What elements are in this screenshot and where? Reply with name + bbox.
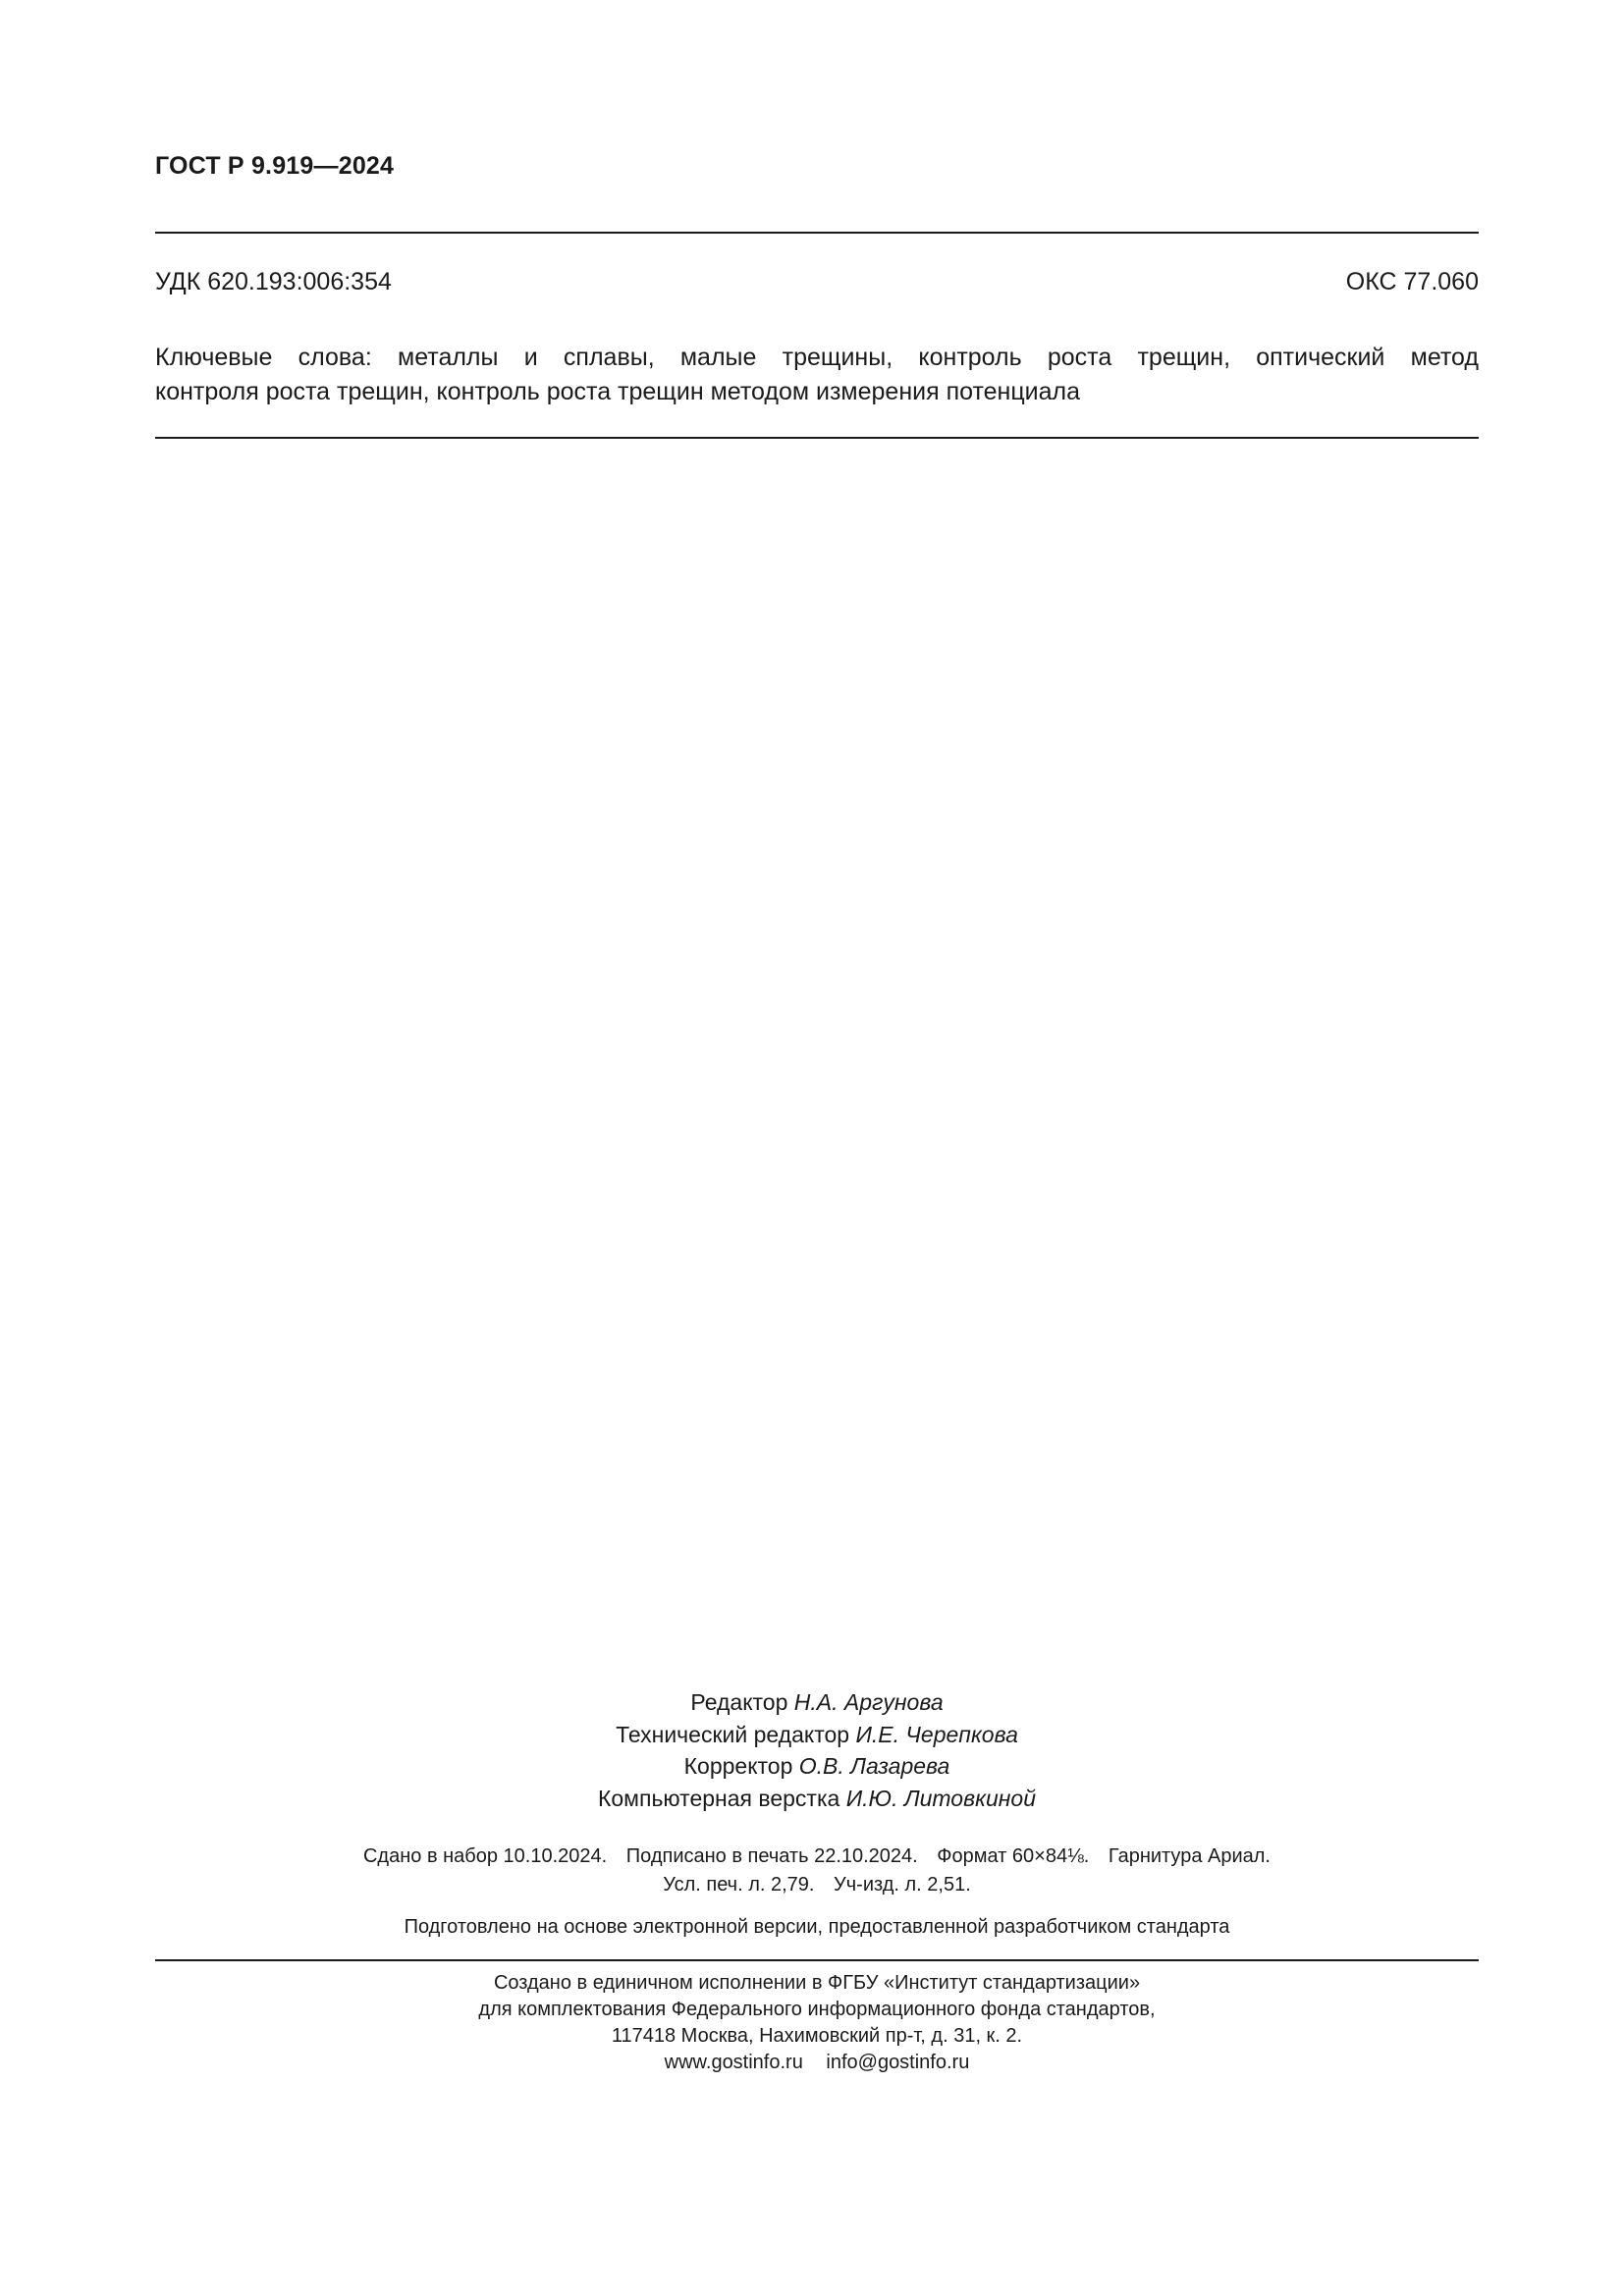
footer-contacts bbox=[155, 2050, 1479, 2076]
tech-editor-label: Технический редактор bbox=[616, 1721, 850, 1747]
publ-sheets: Уч-изд. л. 2,51. bbox=[834, 1874, 971, 1896]
publication-line-2 bbox=[155, 1871, 1479, 1899]
footer-line-1: Создано в единичном исполнении в ФГБУ «Институт стандартизации» bbox=[493, 1972, 1141, 1994]
layout-name: И.Ю. Литовкиной bbox=[845, 1785, 1036, 1811]
submitted-date: Сдано в набор 10.10.2024. bbox=[362, 1845, 608, 1867]
credits-block bbox=[155, 1686, 1479, 1814]
classification-row bbox=[155, 268, 1479, 296]
footer-line-3: 117418 Москва, Нахимовский пр-т, д. 31, к. 2. bbox=[611, 2025, 1023, 2047]
typeface: Гарнитура Ариал. bbox=[1108, 1845, 1271, 1867]
top-divider bbox=[155, 232, 1479, 234]
tech-editor-name: И.Е. Черепкова bbox=[855, 1721, 1018, 1747]
keywords-divider bbox=[155, 437, 1479, 439]
website-link[interactable]: www.gostinfo.ru bbox=[664, 2052, 803, 2073]
publication-line-1 bbox=[155, 1842, 1479, 1871]
paper-format: Формат 60×84⅛. bbox=[937, 1845, 1090, 1867]
editor-line bbox=[155, 1686, 1479, 1719]
layout-line bbox=[155, 1783, 1479, 1815]
layout-label: Компьютерная верстка bbox=[597, 1785, 840, 1811]
footer-divider bbox=[155, 1959, 1479, 1961]
tech-editor-line bbox=[155, 1719, 1479, 1751]
email-link[interactable]: info@gostinfo.ru bbox=[826, 2052, 970, 2073]
oks-code: ОКС 77.060 bbox=[1345, 268, 1479, 295]
udk-code: УДК 620.193:006:354 bbox=[155, 268, 392, 295]
corrector-line bbox=[155, 1750, 1479, 1783]
standard-code: ГОСТ Р 9.919—2024 bbox=[155, 152, 395, 180]
keywords-block bbox=[155, 341, 1479, 409]
footer-line-2: для комплектования Федерального информационного фонда стандартов, bbox=[478, 1999, 1156, 2020]
editor-name: Н.А. Аргунова bbox=[793, 1689, 944, 1715]
footer-block bbox=[155, 1970, 1479, 2076]
corrector-name: О.В. Лазарева bbox=[798, 1753, 950, 1779]
corrector-label: Корректор bbox=[683, 1753, 793, 1779]
prepared-note: Подготовлено на основе электронной версии, предоставленной разработчиком стандарта bbox=[404, 1916, 1230, 1938]
editor-label: Редактор bbox=[690, 1689, 788, 1715]
keywords-line-1: Ключевые слова: металлы и сплавы, малые трещины, контроль роста трещин, оптический метод bbox=[155, 344, 1479, 371]
keywords-line-2: контроля роста трещин, контроль роста трещин методом измерения потенциала bbox=[155, 378, 1081, 405]
signed-date: Подписано в печать 22.10.2024. bbox=[625, 1845, 918, 1867]
print-sheets: Усл. печ. л. 2,79. bbox=[663, 1874, 815, 1896]
publication-info bbox=[155, 1842, 1479, 1899]
